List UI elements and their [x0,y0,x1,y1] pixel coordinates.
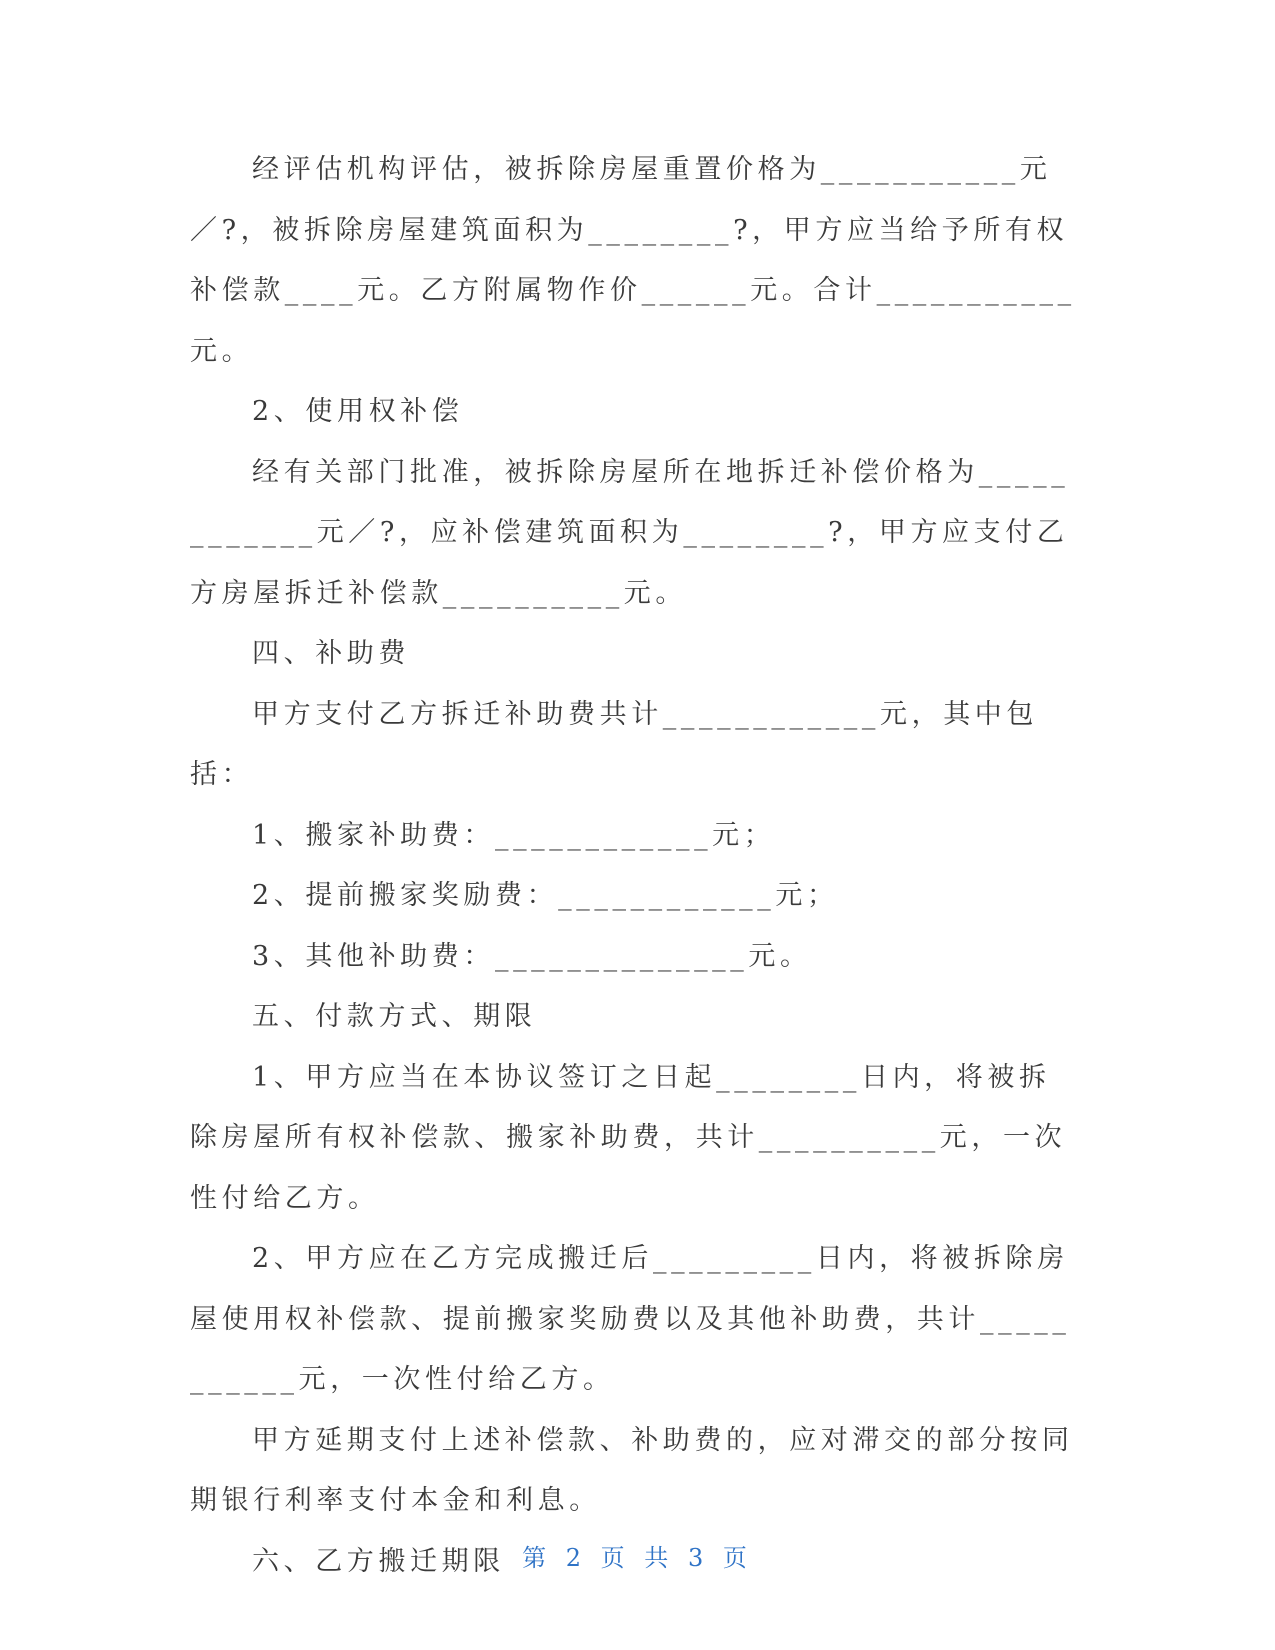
paragraph-use-right-compensation: 经有关部门批准，被拆除房屋所在地拆迁补偿价格为____________元／?，应补偿建筑面积为________?，甲方应支付乙方房屋拆迁补偿款__________元。 [190,456,1070,609]
paragraph-payment-2: 2、甲方应在乙方完成搬迁后_________日内，将被拆除房屋使用权补偿款、提前搬家奖励费以及其他补助费，共计___________元，一次性付给乙方。 [190,1243,1071,1395]
document-body [190,140,1080,1592]
page-number-footer: 第 2 页 共 3 页 [522,1544,753,1572]
paragraph-moving-subsidy: 1、搬家补助费：____________元； [252,819,776,851]
paragraph-subsidy-total: 甲方支付乙方拆迁补助费共计____________元，其中包括： [190,698,1038,790]
heading-subsidy: 四、补助费 [252,638,410,669]
paragraph-early-moving-reward: 2、提前搬家奖励费：____________元； [252,880,839,911]
heading-relocation-deadline: 六、乙方搬迁期限 [252,1545,505,1577]
heading-use-right-compensation: 2、使用权补偿 [252,396,464,427]
paragraph-ownership-compensation: 经评估机构评估，被拆除房屋重置价格为___________元／?，被拆除房屋建筑面积为________?，甲方应当给予所有权补偿款____元。乙方附属物作价______元。合计___________元。 [190,154,1076,367]
heading-payment-terms: 五、付款方式、期限 [252,1001,537,1032]
paragraph-other-subsidy: 3、其他补助费：______________元。 [252,940,812,972]
paragraph-late-payment: 甲方延期支付上述补偿款、补助费的，应对滞交的部分按同期银行利率支付本金和利息。 [190,1424,1074,1516]
paragraph-payment-1: 1、甲方应当在本协议签订之日起________日内，将被拆除房屋所有权补偿款、搬家补助费，共计__________元，一次性付给乙方。 [190,1061,1067,1214]
